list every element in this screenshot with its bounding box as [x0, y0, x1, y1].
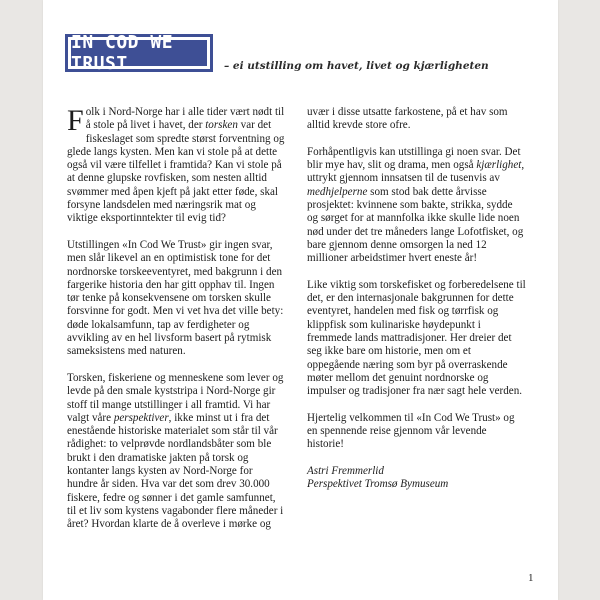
text-run: som stod bak dette årvisse prosjektet: kvinnene som bakte, strikka, sydde og sørget for at mannfolka ikke skulle lide noen nød under det tre måneders lange Lofotfisket, og bare gjennom denne omsorgen la ned 12 millioner arbeidstimer hvert eneste år! [307, 185, 524, 265]
paragraph [307, 146, 526, 266]
exhibition-logo [65, 34, 213, 72]
text-run: , ikke minst ut i fra det enestående historiske materialet som står til vår rådighet: to velprøvde nordlandsbåter som ble brukt i den dramatiske jakten på torsk og kontanter langs kysten av Nord-Norge for hundre år siden. Hva var det som drev 30.000 fiskere, fedre og sønner i det gamle samfunnet, til et liv som kystens vagabonder flere måneder i året? Hvordan klarte de å overleve i mørke og [67, 411, 284, 531]
intro-paragraph [67, 106, 286, 226]
paragraph: Like viktig som torskefisket og forberedelsene til det, er den internasjonale bakgrunnen for dette eventyret, handelen med fisk og tørrfisk og klippfisk som kulinariske høydepunkt i fremmede lands mattradisjoner. Her dreier det seg ikke bare om historie, men om et oppegående næring som byr på overraskende møter mellom det genuint nordnorske og impulser og tradisjoner fra nær sagt hele verden. [307, 278, 526, 398]
emphasis: torsken [205, 119, 238, 132]
text-run: olk i Nord-Norge har i alle tider vært nødt til å stole på livet i havet, der [85, 106, 285, 132]
paragraph: uvær i disse utsatte farkostene, på et hav som alltid krevde store ofre. [307, 106, 508, 132]
signature [307, 465, 526, 492]
paragraph: Utstillingen «In Cod We Trust» gir ingen svar, men slår likevel an en optimistisk tone for det nordnorske torskeeventyret, med bakgrunn i den fargerike historia den har gitt opphav til. Ingen tør tenke på konsekvensene om torsken skulle forsvinne for godt. Men vi vet hva det ville bety: døde lokalsamfunn, tap av ferdigheter og avvikling av en hel livsform basert på rytmisk sameksistens med naturen. [67, 238, 284, 358]
text-run: var det fiskeslaget som spredte størst forventning og glede langs kysten. Men kan vi stole på at dette også vil være tilfellet i framtida? Kan vi stole på at denne glupske rovfisken, som nesten alltid svømmer med åpen kjeft på jakt etter føde, skal forsyne landsdelen med næringsrik mat og viktige eksportinntekter til evig tid? [67, 119, 285, 225]
right-column [307, 106, 526, 492]
text-run: Torsken, fiskeriene og menneskene som lever og levde på den smale kyststripa i Nord-Norge gir stoff til mange utstillinger i all framtid. Vi har valgt våre [67, 371, 284, 424]
text-run: , uttrykt gjennom innsatsen til de tusenvis av [307, 159, 525, 185]
logo-text: IN COD WE TRUST [71, 40, 207, 66]
subtitle: – ei utstilling om havet, livet og kjærligheten [224, 60, 489, 72]
paragraph: Hjertelig velkommen til «In Cod We Trust» og en spennende reise gjennom vår levende historie! [307, 411, 515, 451]
emphasis: kjærlighet [476, 159, 522, 172]
drop-cap: F [67, 104, 84, 137]
signature-org: Perspektivet Tromsø Bymuseum [307, 478, 449, 491]
left-column [67, 106, 286, 545]
page [43, 0, 558, 600]
paragraph [67, 372, 286, 532]
emphasis: medhjelperne [307, 185, 368, 198]
signature-name: Astri Fremmerlid [307, 465, 384, 478]
text-run: Forhåpentligvis kan utstillinga gi noen svar. Det blir mye hav, slit og drama, men også [307, 145, 521, 172]
emphasis: perspektiver [113, 411, 169, 424]
page-number: 1 [528, 572, 534, 584]
